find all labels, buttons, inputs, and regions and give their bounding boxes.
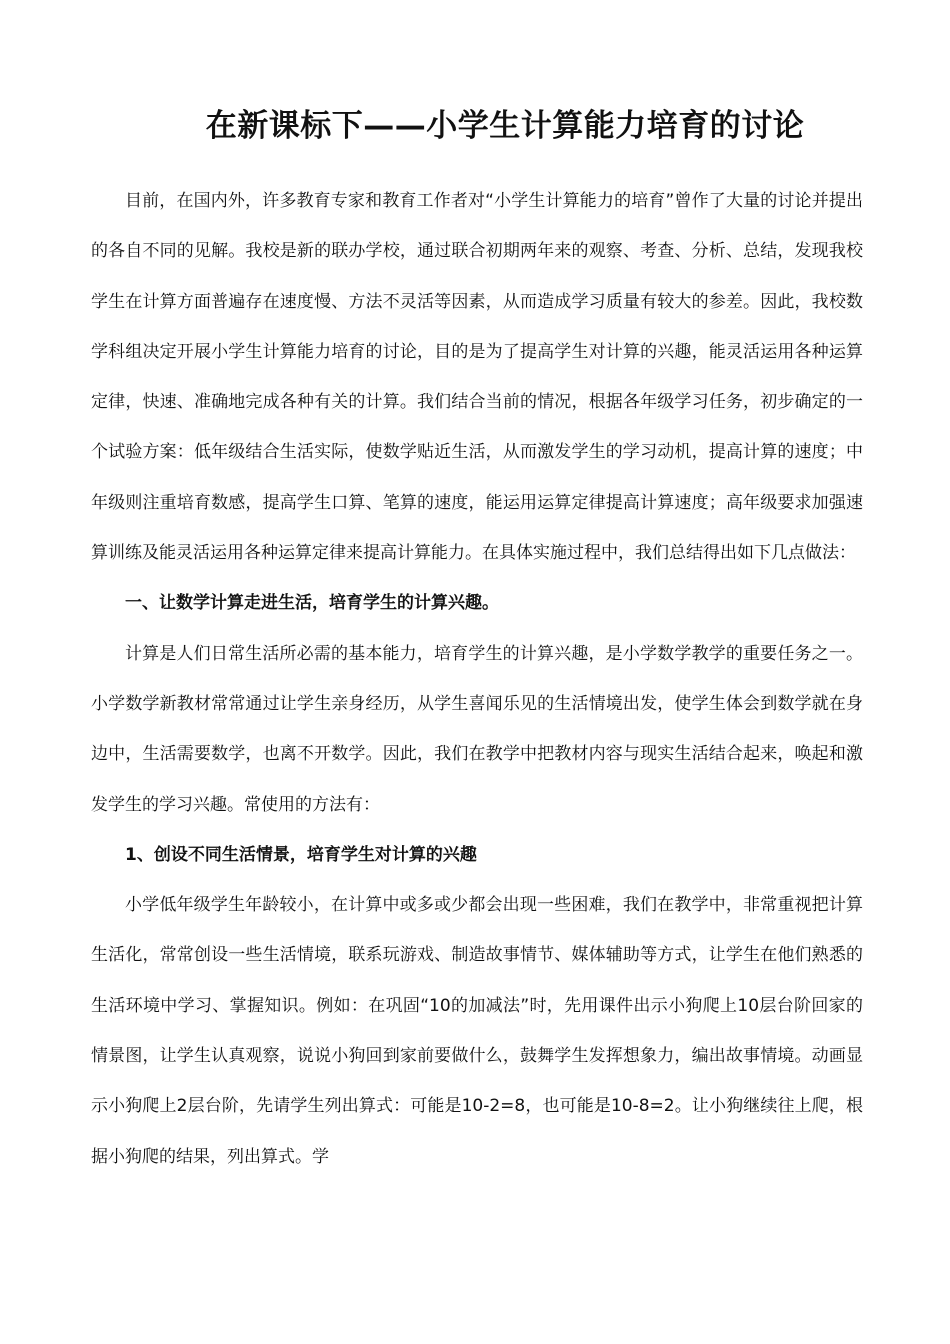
document-body xyxy=(91,176,863,1182)
paragraph-intro: 目前，在国内外，许多教育专家和教育工作者对“小学生计算能力的培育”曾作了大量的讨论并提出的各自不同的见解。我校是新的联办学校，通过联合初期两年来的观察、考查、分析、总结，发现我校学生在计算方面普遍存在速度慢、方法不灵活等因素，从而造成学习质量有较大的参差。因此，我校数学科组决定开展小学生计算能力培育的讨论，目的是为了提高学生对计算的兴趣，能灵活运用各种运算定律，快速、准确地完成各种有关的计算。我们结合当前的情况，根据各年级学习任务，初步确定的一个试验方案：低年级结合生活实际，使数学贴近生活，从而激发学生的学习动机，提高计算的速度；中年级则注重培育数感，提高学生口算、笔算的速度，能运用运算定律提高计算速度；高年级要求加强速算训练及能灵活运用各种运算定律来提高计算能力。在具体实施过程中，我们总结得出如下几点做法： xyxy=(91,191,863,564)
document-title: 在新课标下——小学生计算能力培育的讨论 xyxy=(205,108,805,144)
paragraph-section-1: 计算是人们日常生活所必需的基本能力，培育学生的计算兴趣，是小学数学教学的重要任务之一。小学数学新教材常常通过让学生亲身经历，从学生喜闻乐见的生活情境出发，使学生体会到数学就在身边中，生活需要数学，也离不开数学。因此，我们在教学中把教材内容与现实生活结合起来，唤起和激发学生的学习兴趣。常使用的方法有： xyxy=(91,643,863,815)
section-heading-1: 一、让数学计算走进生活，培育学生的计算兴趣。 xyxy=(125,593,499,614)
paragraph-subsection-1-1: 小学低年级学生年龄较小，在计算中或多或少都会出现一些困难，我们在教学中，非常重视把计算生活化，常常创设一些生活情境，联系玩游戏、制造故事情节、媒体辅助等方式，让学生在他们熟悉的生活环境中学习、掌握知识。例如：在巩固“10的加减法”时，先用课件出示小狗爬上10层台阶回家的情景图，让学生认真观察，说说小狗回到家前要做什么，鼓舞学生发挥想象力，编出故事情境。动画显示小狗爬上2层台阶，先请学生列出算式：可能是10-2=8，也可能是10-8=2。让小狗继续往上爬，根据小狗爬的结果，列出算式。学 xyxy=(91,895,863,1167)
subsection-heading-1-1: 1、创设不同生活情景，培育学生对计算的兴趣 xyxy=(125,844,477,865)
